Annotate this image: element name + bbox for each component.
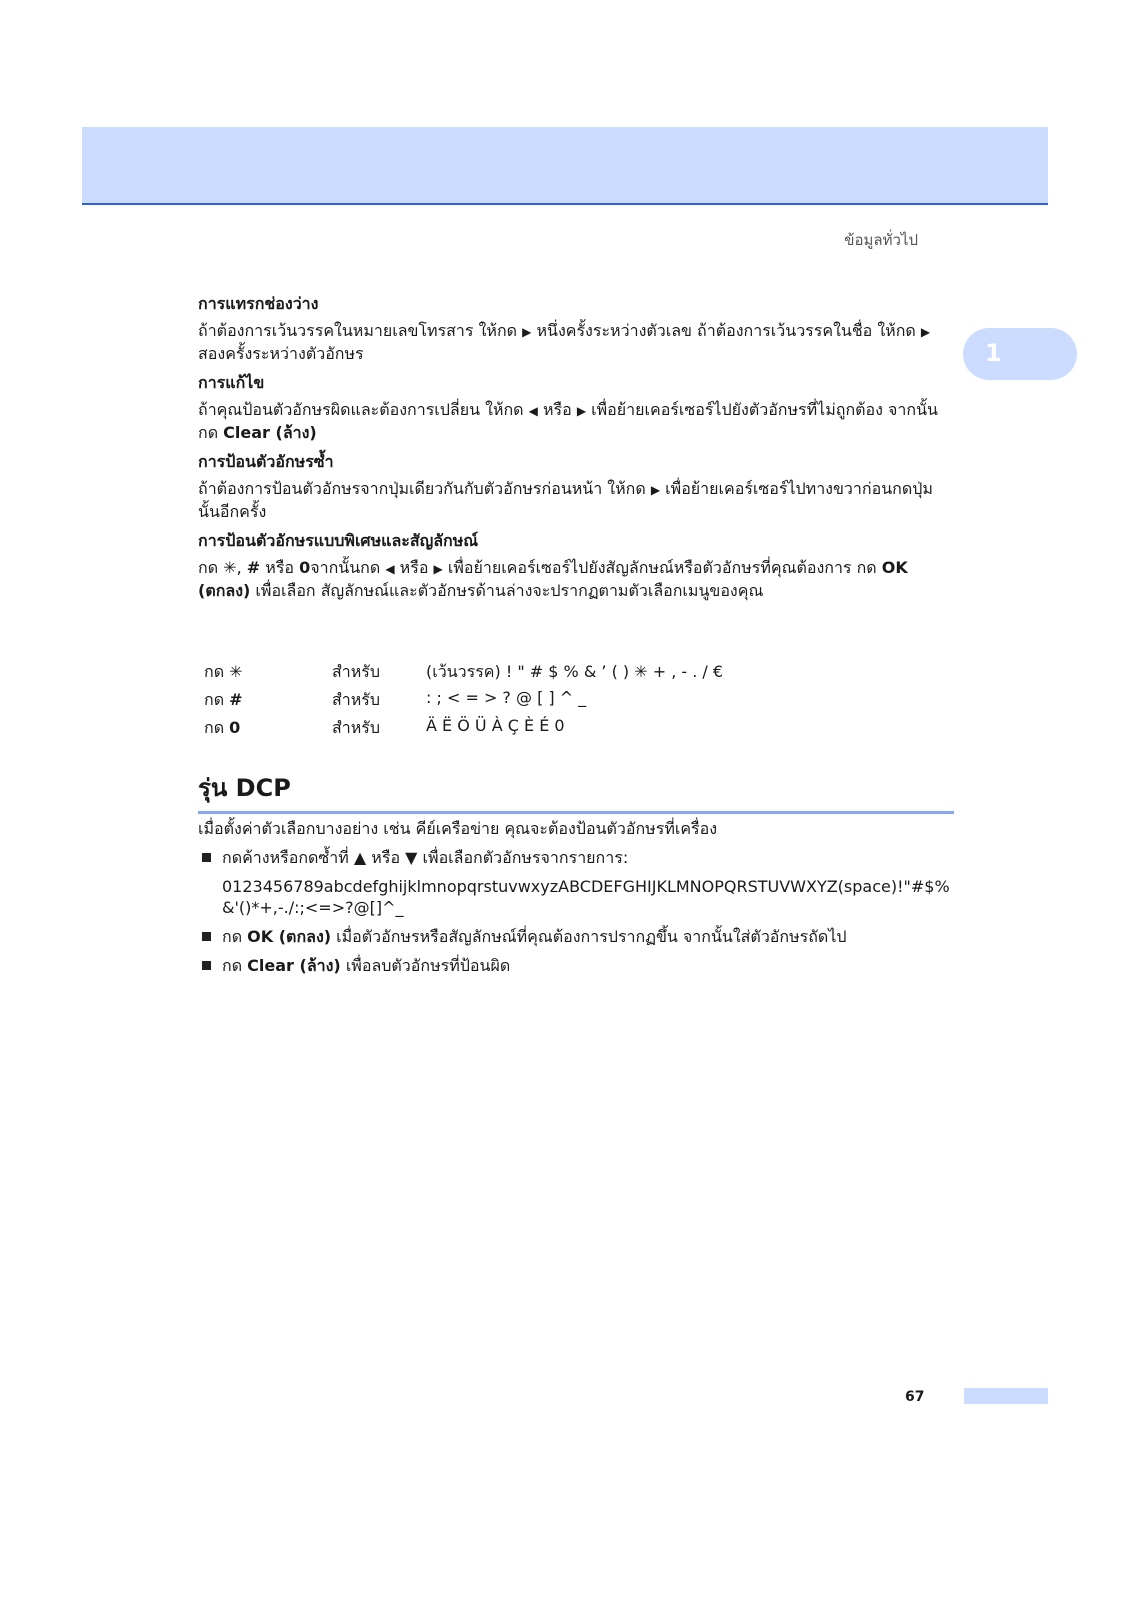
text: หรือ bbox=[399, 558, 429, 577]
text: กด bbox=[198, 558, 219, 577]
ok-key-label-thai: (ตกลง) bbox=[198, 581, 251, 600]
paragraph-space bbox=[198, 320, 954, 364]
clear-key-label: Clear (ล้าง) bbox=[247, 956, 341, 975]
bullet-square-icon bbox=[202, 932, 211, 941]
paragraph-edit bbox=[198, 399, 954, 443]
text: สองครั้งระหว่างตัวอักษร bbox=[198, 344, 364, 363]
paragraph-special bbox=[198, 557, 954, 601]
dcp-section-body bbox=[198, 818, 954, 984]
section-heading-space: การแทรกช่องว่าง bbox=[198, 294, 319, 313]
ok-key-label: OK bbox=[881, 558, 908, 577]
text: เพื่อย้ายเคอร์เซอร์ไปยังตัวอักษรที่ไม่ถูกต้อง bbox=[591, 400, 883, 419]
press-label: กด bbox=[204, 662, 225, 681]
character-list: 0123456789abcdefghijklmnopqrstuvwxyzABCDEFGHIJKLMNOPQRSTUVWXYZ(space)!"#$%&'()*+,-./:;<=>?@[]^_ bbox=[222, 877, 950, 917]
header-band bbox=[82, 127, 1048, 205]
text: กด bbox=[222, 927, 243, 946]
for-label: สำหรับ bbox=[332, 690, 381, 709]
star-key: ✳, bbox=[223, 558, 242, 577]
press-label: กด bbox=[204, 718, 225, 737]
section-heading-edit: การแก้ไข bbox=[198, 373, 265, 392]
press-key bbox=[204, 660, 243, 685]
char-set: Ä Ë Ö Ü À Ç È É 0 bbox=[426, 716, 565, 735]
list-item bbox=[198, 926, 954, 947]
press-label: กด bbox=[204, 690, 225, 709]
text: ถ้าต้องการเว้นวรรคในหมายเลขโทรสาร ให้กด bbox=[198, 321, 518, 340]
footer-bar bbox=[964, 1388, 1048, 1404]
key-label: 0 bbox=[229, 718, 241, 737]
text: กดค้างหรือกดซ้ำที่ bbox=[222, 848, 349, 867]
key-label: # bbox=[229, 690, 243, 709]
right-arrow-icon: ▶ bbox=[650, 483, 661, 497]
text: หรือ bbox=[371, 848, 401, 867]
symbol-row bbox=[204, 688, 764, 716]
char-set: : ; < = > ? @ [ ] ^ _ bbox=[426, 688, 587, 707]
clear-key-label: Clear (ล้าง) bbox=[223, 423, 317, 442]
text: จากนั้นกด bbox=[310, 558, 381, 577]
main-content bbox=[198, 293, 954, 609]
for-label: สำหรับ bbox=[332, 718, 381, 737]
right-arrow-icon: ▶ bbox=[576, 404, 587, 418]
list-item bbox=[198, 847, 954, 868]
paragraph-repeat bbox=[198, 478, 954, 522]
symbol-row bbox=[204, 716, 764, 744]
bullet-square-icon bbox=[202, 853, 211, 862]
section-heading-repeat: การป้อนตัวอักษรซ้ำ bbox=[198, 452, 334, 471]
running-head: ข้อมูลทั่วไป bbox=[844, 231, 918, 249]
text: จากนั้นกด bbox=[198, 400, 938, 442]
for-label: สำหรับ bbox=[332, 662, 381, 681]
list-item bbox=[198, 955, 954, 976]
text: ถ้าคุณป้อนตัวอักษรผิดและต้องการเปลี่ยน ให้กด bbox=[198, 400, 524, 419]
text: หรือ bbox=[265, 558, 295, 577]
left-arrow-icon: ◀ bbox=[528, 404, 538, 418]
text: เมื่อตัวอักษรหรือสัญลักษณ์ที่คุณต้องการปรากฏขึ้น จากนั้นใส่ตัวอักษรถัดไป bbox=[336, 927, 847, 946]
text: เพื่อย้ายเคอร์เซอร์ไปยังสัญลักษณ์หรือตัวอักษรที่คุณต้องการ กด bbox=[447, 558, 877, 577]
page-number: 67 bbox=[905, 1389, 925, 1405]
dcp-intro: เมื่อตั้งค่าตัวเลือกบางอย่าง เช่น คีย์เครือข่าย คุณจะต้องป้อนตัวอักษรที่เครื่อง bbox=[198, 819, 718, 838]
text: เพื่อลบตัวอักษรที่ป้อนผิด bbox=[345, 956, 511, 975]
key-label: ✳ bbox=[229, 662, 243, 681]
up-arrow-icon: ▲ bbox=[353, 848, 367, 867]
bullet-square-icon bbox=[202, 961, 211, 970]
right-arrow-icon: ▶ bbox=[522, 325, 532, 339]
text: ถ้าต้องการป้อนตัวอักษรจากปุ่มเดียวกันกับตัวอักษรก่อนหน้า ให้กด bbox=[198, 479, 646, 498]
text: เพื่อเลือกตัวอักษรจากรายการ: bbox=[422, 848, 629, 867]
text: หนึ่งครั้งระหว่างตัวเลข ถ้าต้องการเว้นวรรคในชื่อ ให้กด bbox=[536, 321, 916, 340]
text: กด bbox=[222, 956, 243, 975]
section-heading-special: การป้อนตัวอักษรแบบพิเศษและสัญลักษณ์ bbox=[198, 531, 479, 550]
right-arrow-icon: ▶ bbox=[433, 562, 443, 576]
left-arrow-icon: ◀ bbox=[385, 562, 395, 576]
press-key bbox=[204, 716, 240, 741]
right-arrow-icon: ▶ bbox=[920, 325, 931, 339]
text: หรือ bbox=[542, 400, 572, 419]
zero-key: 0 bbox=[299, 558, 311, 577]
symbol-table bbox=[204, 660, 764, 744]
down-arrow-icon: ▼ bbox=[405, 848, 418, 867]
press-key bbox=[204, 688, 243, 713]
hash-key: # bbox=[246, 558, 261, 577]
ok-key-label: OK (ตกลง) bbox=[247, 927, 332, 946]
text: เพื่อเลือก สัญลักษณ์และตัวอักษรด้านล่างจะปรากฏตามตัวเลือกเมนูของคุณ bbox=[255, 581, 764, 600]
text: เพื่อย้ายเคอร์เซอร์ไปทางขวาก่อนกดปุ่มนั้นอีกครั้ง bbox=[198, 479, 933, 521]
symbol-row bbox=[204, 660, 764, 688]
dcp-section-title: รุ่น DCP bbox=[198, 768, 954, 814]
char-set: (เว้นวรรค) ! " # $ % & ’ ( ) ✳ + , - . / € bbox=[426, 662, 724, 681]
chapter-tab: 1 bbox=[963, 328, 1077, 380]
